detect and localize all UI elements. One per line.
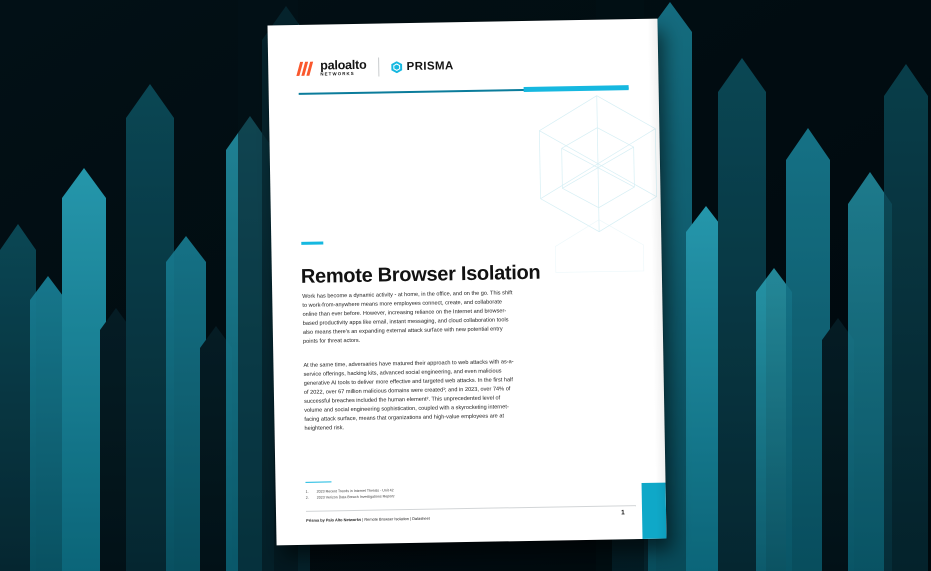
page-corner-accent xyxy=(642,483,667,539)
logo-divider xyxy=(378,57,379,76)
footnote-rule xyxy=(305,481,331,482)
palo-alto-wordmark xyxy=(320,58,367,77)
footer-text xyxy=(306,516,430,523)
page-number: 1 xyxy=(620,509,625,517)
palo-alto-mark-icon xyxy=(298,61,315,75)
footnote-text: 2023 Verizon Data Breach Investigations Reportr xyxy=(316,494,395,500)
body-paragraph-2: At the same time, adversaries have matured their approach to web attacks with as-a-service offerings, hacking kits, advanced social engineering, and even malicious generative AI tools to deliver more effective and targeted web attacks. In the first half of 2022, over 67 million malicious domains were created¹; and in 2023, over 74% of successful breaches included the human element². This unprecedented level of volume and social engineering sophistication, coupled with a skyrocketing internet-facing attack surface, means that organizations and high-value employees are at heightened risk. xyxy=(303,358,514,432)
document-page xyxy=(267,19,666,546)
palo-alto-name: paloalto xyxy=(320,57,367,73)
footnote-text: 2023 Recent Trends in Internet Threats - Unit 42 xyxy=(316,488,394,494)
prisma-mark-icon xyxy=(391,61,402,73)
title-accent-rule xyxy=(301,242,323,245)
prisma-logo xyxy=(391,60,453,73)
footnotes xyxy=(306,485,536,502)
page-surface xyxy=(267,19,666,546)
footer-doc-name: Remote Browser Isolation xyxy=(364,516,409,522)
palo-alto-subtitle: NETWORKS xyxy=(320,70,355,77)
footer-rule xyxy=(306,505,636,512)
page-title: Remote Browser Isolation xyxy=(300,262,541,289)
footer-separator: | xyxy=(362,516,364,522)
prisma-wordmark: PRISMA xyxy=(406,59,454,73)
footnote-number: 2. xyxy=(305,496,309,501)
footer-doc-type: Datasheet xyxy=(412,515,430,521)
body-paragraph-1: Work has become a dynamic activity - at home, in the office, and on the go. This shift to work-from-anywhere means more employees connect, create, and collaborate online than ever before. However, increasing reliance on the Internet and browser-based productivity apps like email, instant messaging, and cloud collaboration tools also means there's an expanding external attack surface with new potential entry points for threat actors. xyxy=(302,289,513,345)
palo-alto-networks-logo xyxy=(298,58,367,77)
logo-row xyxy=(298,56,454,78)
footer-separator-2: | xyxy=(409,516,412,522)
footer-brand: Prisma by Palo Alto Networks xyxy=(306,516,362,523)
watermark-graphic xyxy=(537,87,660,274)
footnote-number: 1. xyxy=(305,489,309,494)
